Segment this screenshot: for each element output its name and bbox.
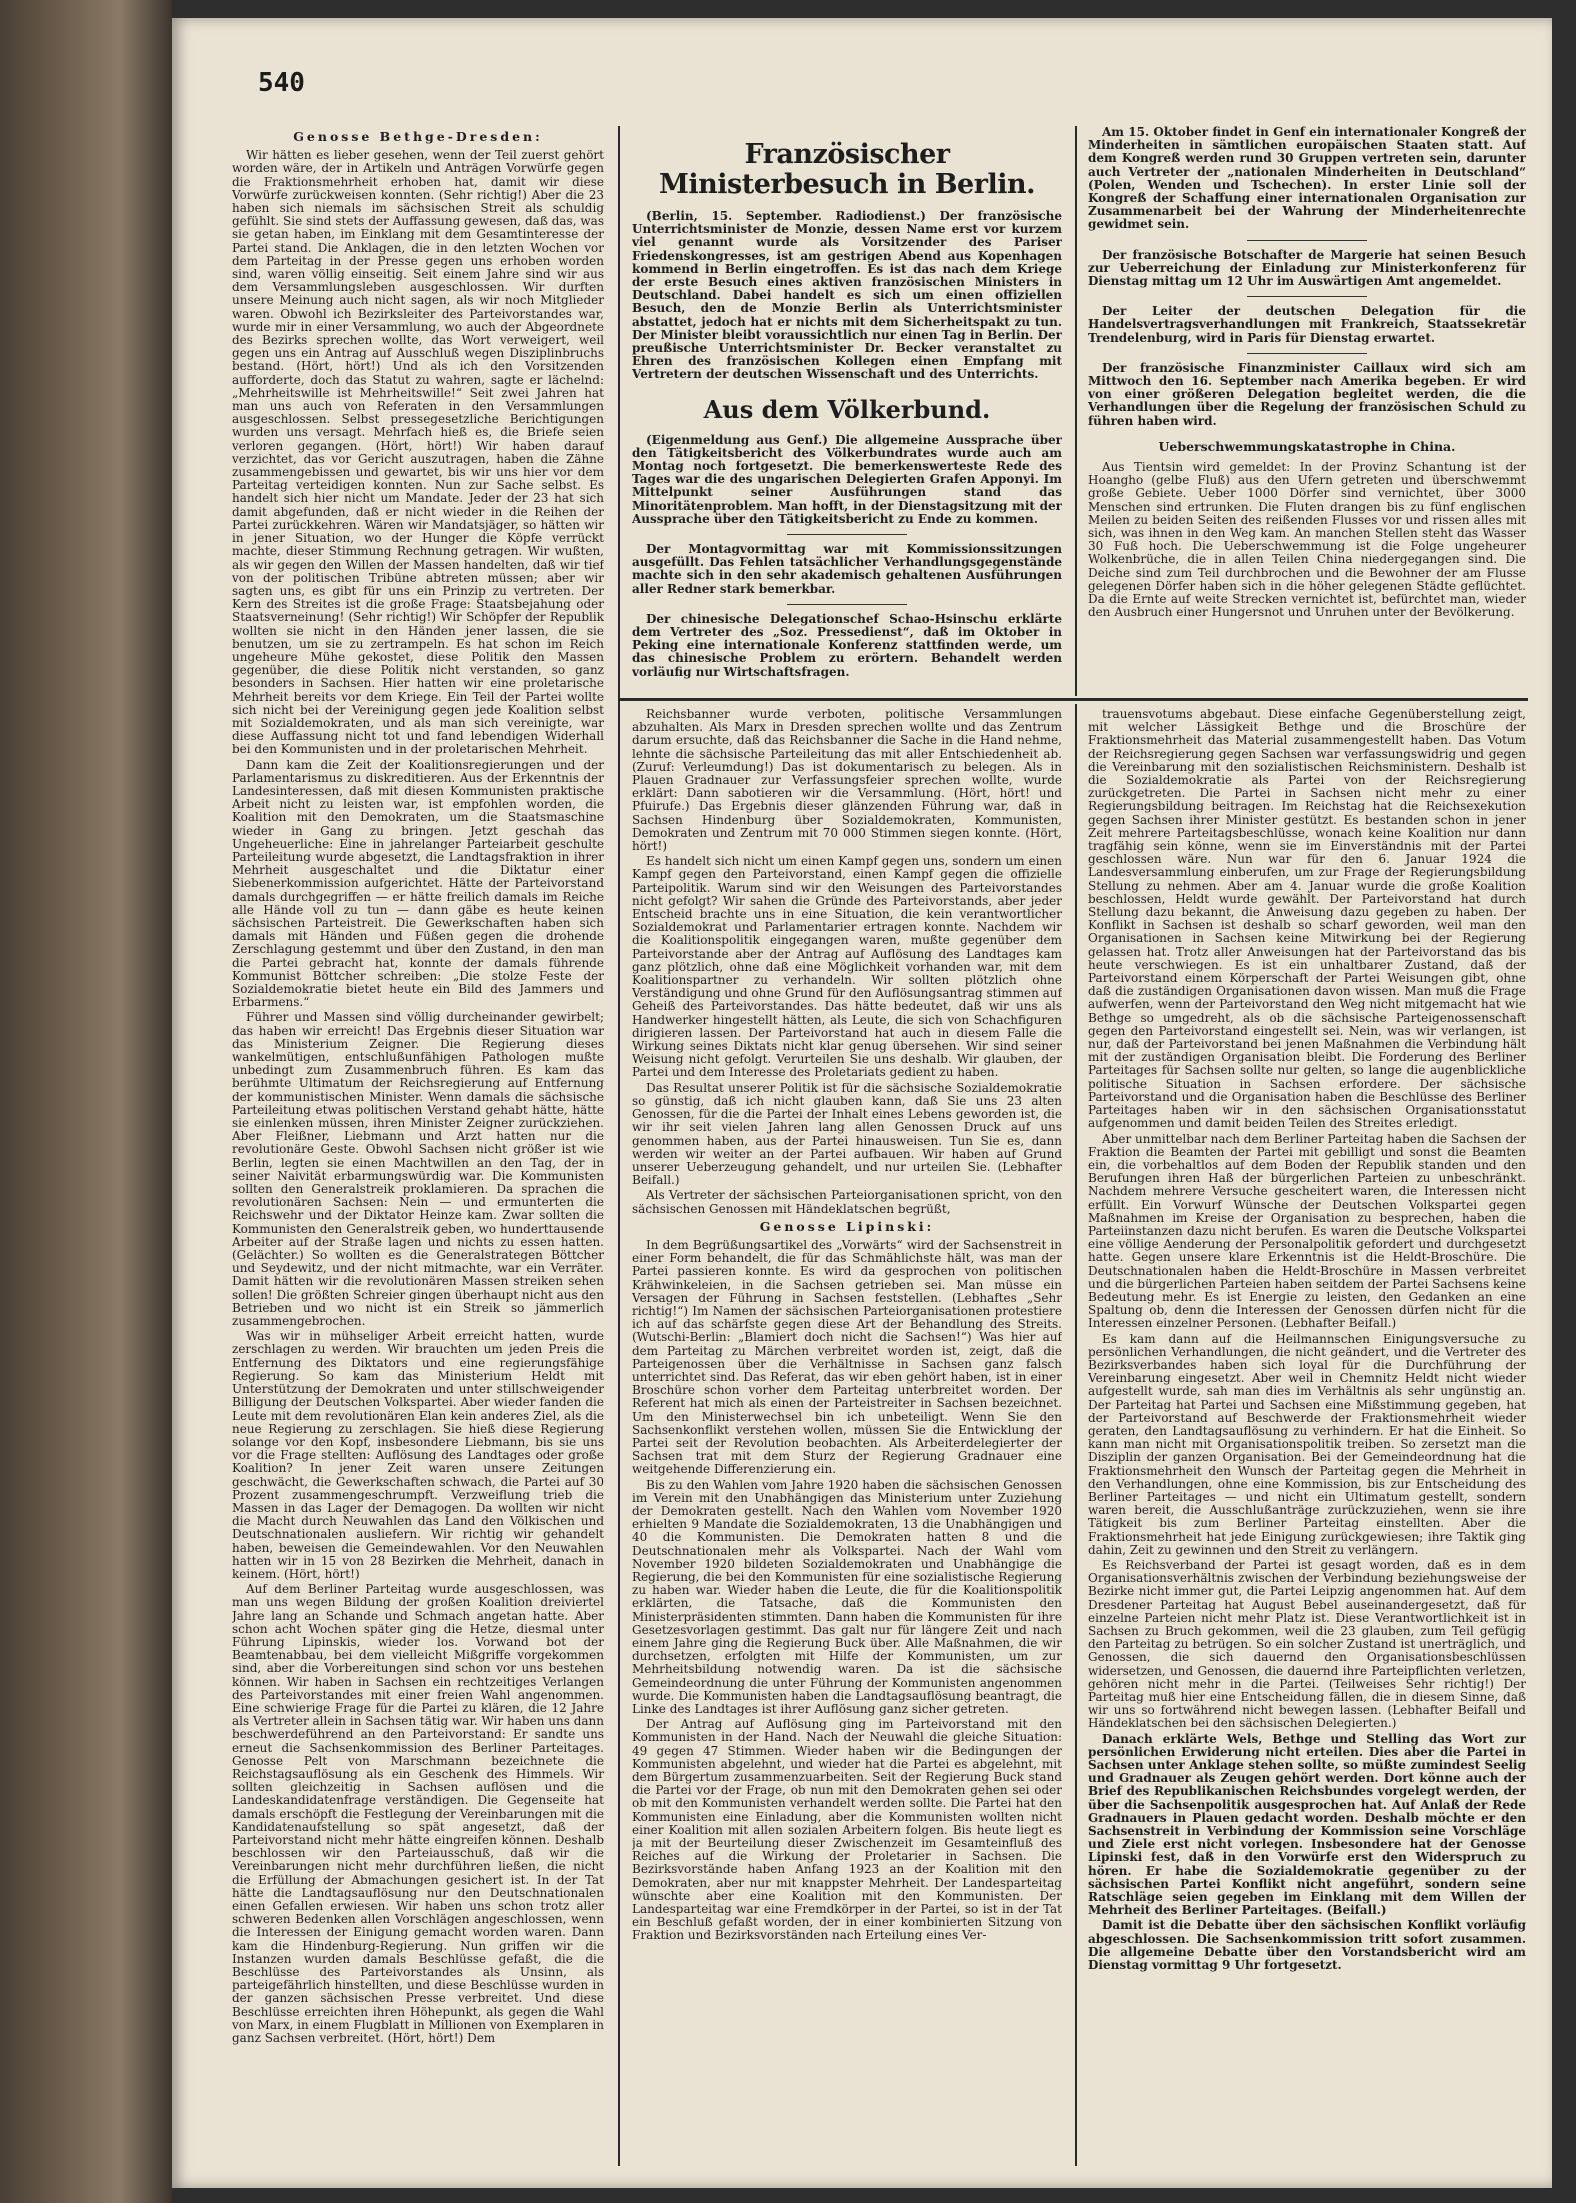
divider xyxy=(1247,240,1367,241)
paragraph: Es kam dann auf die Heilmannschen Einigungsversuche zu persönlichen Verhandlungen, die nicht geändert, und die Vertreter des Bezirksverbandes haben sich loyal für die Durchführung der Vereinbarung eingesetzt. Aber weil in Chemnitz Heldt nicht wieder aufgestellt wurde, sah man dies im Verhältnis als sehr ungünstig an. Der Parteitag hat Partei und Sachsen eine Mißstimmung gegeben, hat der Parteivorstand auf Beschwerde der Fraktionsmehrheit wieder geraten, den Landtagsauflösung zu verhindern. Er hat die Einheit. So kann man nicht mit Organisationspolitik treiben. So zersetzt man die Disziplin der ganzen Organisation. Bei der Gemeindeordnung hat die Fraktionsmehrheit den Wunsch der Parteitag gegen die Mehrheit in den Verhandlungen, ohne eine Kommission, bis zur Entscheidung des Berliner Parteitages — und nicht ein Ultimatum gestellt, sondern waren bereit, die Ausschlußanträge zurückzuziehen, wenn sie ihre Tätigkeit bis zum Berliner Parteitag einstellten. Aber die Fraktionsmehrheit hat jede Einigung zurückgewiesen; ihre Taktik ging dahin, Zeit zu gewinnen und den Streit zu verlängern. xyxy=(1088,1331,1526,1557)
china-flood-paragraph: Aus Tientsin wird gemeldet: In der Provinz Schantung ist der Hoangho (gelbe Fluß) aus den Ufern getreten und überschwemmt große Gebiete. Ueber 1000 Dörfer sind vernichtet, über 3000 Menschen sind ertrunken. Die Fluten drangen bis zu fünf englischen Meilen zu beiden Seiten des reißenden Flusses vor und rissen alles mit sich, was ihnen in den Weg kam. An manchen Stellen steht das Wasser 30 Fuß hoch. Die Ueberschwemmung ist die Folge ungeheurer Wolkenbrüche, die in allen Teilen China niedergegangen sind. Die Deiche sind zum Teil durchbrochen und die Bewohner der am Flusse gelegenen Dörfer haben sich in die höher gelegenen Städte geflüchtet. Da die Ernte auf weite Strecken vernichtet ist, befürchtet man, wieder den Ausbruch einer Hungersnot und Unruhen unter der Bevölkerung. xyxy=(1088,460,1526,620)
news-paragraph: Der Leiter der deutschen Delegation für die Handelsvertragsverhandlungen mit Frankreich, Staatssekretär Trendelenburg, wird in Paris für Dienstag erwartet. xyxy=(1088,304,1526,345)
paragraph: In dem Begrüßungsartikel des „Vorwärts“ wird der Sachsenstreit in einer Form behandelt, die für das Schmählichste hält, was man der Partei passieren konnte. Es wird da gesprochen von politischen Krähwinkeleien, in die Sachsen getrieben sei. Man müsse ein Versagen der Führung in Sachsen feststellen. (Lebhaftes „Sehr richtig!“) Im Namen der sächsischen Parteiorganisationen protestiere ich auf das schärfste gegen diese Art der Behandlung des Streits. (Wutschi-Berlin: „Blamiert doch nicht die Sachsen!“) Was hier auf dem Parteitag zu Märchen verbreitet worden ist, zeigt, daß die Parteigenossen über die Verhältnisse in Sachsen ganz falsch unterrichtet sind. Das Referat, das wir eben gehört haben, ist in einer Broschüre schon vorher dem Parteitag unterbreitet worden. Der Referent hat mich als einen der Parteistreiter in Sachsen bezeichnet. Um den Ministerwechsel bin ich unbeteiligt. Wenn Sie den Sachsenkonflikt verstehen wollen, müssen Sie die Entwicklung der Partei seit der Revolution beobachten. Als Arbeiterdelegierter der Sachsen trat mit dem Sturz der Regierung Gradnauer eine weitgehende Differenzierung ein. xyxy=(632,1237,1062,1477)
paragraph: Dann kam die Zeit der Koalitionsregierungen und der Parlamentarismus zu diskreditieren. Aus der Erkenntnis der Landesinteressen, daß mit diesen Kommunisten praktische Arbeit nicht zu leisten war, ist empfohlen worden, die Koalition mit den Demokraten, um die Staatsmaschine wieder in Gang zu bringen. Jetzt geschah das Ungeheuerliche: Eine in jahrelanger Parteiarbeit geschulte Parteileitung wurde abgesetzt, die Landtagsfraktion in ihrer Mehrheit ausgeschaltet und die Diktatur einer Siebenerkommission aufgerichtet. Hätte der Parteivorstand damals durchgegriffen — er hätte freilich damals im Reiche alle Hände voll zu tun — dann gäbe es heute keinen sächsischen Parteistreit. Die Gewerkschaften haben sich damals mit Händen und Füßen gegen die drohende Zerschlagung gestemmt und über den Zustand, in den man die Partei gebracht hat, konnte der damals führende Kommunist Böttcher schreiben: „Die stolze Feste der Sozialdemokratie bietet heute ein Bild des Jammers und Erbarmens.“ xyxy=(232,757,604,1010)
middle-top-column xyxy=(632,136,1062,691)
divider xyxy=(787,534,907,535)
paragraph: Auf dem Berliner Parteitag wurde ausgeschlossen, was man uns wegen Bildung der großen Koalition dreiviertel Jahre lang an Schande und Schmach angetan hatte. Aber schon acht Wochen später ging die Hetze, diesmal unter Führung Lipinskis, wieder los. Vorwand bot der Beamtenabbau, bei dem vielleicht Mißgriffe vorgekommen sind, aber die Vorbereitungen sind schon vor uns bestehen können. Wir haben in Sachsen ein rechtzeitiges Verlangen des Parteivorstandes mit einer freien Wahl angenommen. Eine schwierige Frage für die Partei zu klären, die 12 Jahre als Vertreter allein in Sachsen tätig war. Wir haben uns dann beschwerdeführend an den Parteivorstand: Er sandte uns erneut die Sachsenkommission des Berliner Parteitages. Genosse Pelt von Marschmann bezeichnete die Reichstagsauflösung als ein Geschenk des Himmels. Wir sollten gleichzeitig in Sachsen auflösen und die Landeskandidatenfrage verständigen. Die Gegenseite hat damals erschöpft die Festlegung der Vereinbarungen mit die Kandidatenaufstellung so spät angesetzt, daß der Parteivorstand nicht mehr hätte eingreifen können. Deshalb beschlossen wir den Parteiausschuß, daß wir die Vereinbarungen nicht mehr durchführen ließen, die nicht die Erfüllung der Abmachungen gesichert ist. In der Tat hätte die Landtagsauflösung nur den Deutschnationalen einen Gefallen erwiesen. Wir haben uns schon trotz aller schweren Bedenken allen Vorschlägen angeschlossen, wenn die Interessen der Einigung gemacht worden waren. Dann kam die Hindenburg-Regierung. Nun griffen wir die Instanzen wurden damals Beschlüsse gefaßt, die die Beschlüsse des Parteivorstandes als Unsinn, als parteigefährlich hinstellten, und diese Beschlüsse wurden in der ganzen sächsischen Presse verbreitet. Und diese Beschlüsse erreichten ihren Höhepunkt, als gegen die Wahl von Marx, in einem Flugblatt in Millionen von Exemplaren in ganz Sachsen verbreitet. (Hört, hört!) Dem xyxy=(232,1582,604,2046)
newspaper-page xyxy=(172,18,1552,2188)
paragraph: Was wir in mühseliger Arbeit erreicht hatten, wurde zerschlagen zu werden. Wir brauchten um jeden Preis die Entfernung des Diktators und eine regierungsfähige Regierung. So kam das Ministerium Heldt mit Unterstützung der Demokraten und unter stillschweigender Billigung der Deutschen Volkspartei. Aber wieder fanden die Leute mit dem revolutionären Elan kein anderes Ziel, als die neue Regierung zu zerschlagen. Sie hieß diese Regierung solange vor den Kopf, insbesondere Liebmann, bis sie uns vor die Frage stellten: Auflösung des Landtages oder große Koalition? In jener Zeit waren unsere Zeitungen geschwächt, die Gewerkschaften schwach, die Partei auf 30 Prozent zusammengeschrumpft. Verzweiflung trieb die Massen in das Lager der Demagogen. Da wollten wir nicht die Macht durch Neuwahlen das Land den Völkischen und Deutschnationalen ausliefern. Wir richtig wir gehandelt haben, beweisen die Gemeindewahlen. Vor den Neuwahlen hatten wir in 15 von 28 Bezirken die Mehrheit, danach in keinem. (Hört, hört!) xyxy=(232,1329,604,1581)
paragraph: Als Vertreter der sächsischen Parteiorganisationen spricht, von den sächsischen Genossen mit Händeklatschen begrüßt, xyxy=(632,1188,1062,1216)
paragraph: Danach erklärte Wels, Bethge und Stelling das Wort zur persönlichen Erwiderung nicht erteilen. Dies aber die Partei in Sachsen unter Anklage stehen sollte, so müßte zumindest Seelig und Gradnauer als Zeugen gehört werden. Dort könne auch der Brief des Republikanischen Reichsbundes vorgelegt werden, der über die Sachsenpolitik ausgesprochen hat. Auf Anlaß der Rede Gradnauers in Plauen gedacht worden. Deshalb möchte er den Sachsenstreit in Verbindung der Kommission seine Vorschläge und Ziele erst nicht vorlegen. Insbesondere hat der Genosse Lipinski fest, daß in den Vorwürfe erst den Widerspruch zu hören. Er habe die Sozialdemokratie gegenüber zu der sächsischen Partei Konflikt nicht angeführt, sondern seine Ratschläge seien gegeben im Einklang mit dem Willen der Mehrheit des Berliner Parteitages. (Beifall.) xyxy=(1088,1731,1526,1918)
divider xyxy=(1247,296,1367,297)
speaker-bethge: Genosse Bethge-Dresden: xyxy=(293,129,543,144)
french-visit-headline: Französischer Ministerbesuch in Berlin. xyxy=(658,139,1036,200)
paragraph: Bis zu den Wahlen vom Jahre 1920 haben die sächsischen Genossen im Verein mit den Unabhängigen das Ministerium unter Zuziehung der Demokraten gestellt. Nach den Wahlen vom November 1920 erhielten 9 Mandate die Sozialdemokraten, 13 die Unabhängigen und 40 die Kommunisten. Die Demokraten hatten 8 und die Deutschnationalen mehr als Volkspartei. Nach der Wahl vom November 1920 bildeten Sozialdemokraten und Unabhängige die Regierung, die bei den Kommunisten für eine sozialistische Regierung zu haben war. Wieder haben die Leute, die für die Koalitionspolitik erklärten, die Tatsache, daß die Kommunisten den Ministerpräsidenten stimmten. Dann haben die Kommunisten für ihre Gesetzesvorlagen gestimmt. Das galt nur für längere Zeit und nach einem Jahre ging die Regierung Buck über. Alle Maßnahmen, die wir durchsetzen, erfolgten mit Hilfe der Kommunisten, um zur Mehrheitsbildung notwendig waren. Da ist die sächsische Gemeindeordnung die unter Führung der Kommunisten angenommen wurde. Die Kommunisten haben die Landtagsauflösung beantragt, die Linke des Landtages ist ihrer Auflösung ganz sicher getreten. xyxy=(632,1477,1062,1717)
closing-paragraph: Damit ist die Debatte über den sächsischen Konflikt vorläufig abgeschlossen. Die Sachsenkommission tritt sofort zusammen. Die allgemeine Debatte über den Vorstandsbericht wird am Dienstag vormittag 9 Uhr fortgesetzt. xyxy=(1088,1918,1526,1973)
league-headline: Aus dem Völkerbund. xyxy=(703,394,991,424)
speaker-lipinski: Genosse Lipinski: xyxy=(759,1218,935,1234)
paragraph: Der Antrag auf Auflösung ging im Parteivorstand mit den Kommunisten in der Hand. Nach der Neuwahl die gleiche Situation: 49 gegen 47 Stimmen. Wieder haben wir die Bedingungen der Kommunisten abgelehnt, und wieder hat die Partei es abgelehnt, mit dem Bürgertum zusammenzuarbeiten. Seit der Regierung Buck stand die Partei vor der Frage, ob nun mit den Demokraten gehen sei oder ob mit den Kommunisten verhandelt werden sollte. Die Partei hat den Kommunisten eine Einladung, aber die Kommunisten wollten nicht einer Koalition mit allen sozialen Arbeitern folgen. Bis heute liegt es ja mit der Beurteilung dieser Zwischenzeit im Gesamteinfluß des Reiches auf die Wirkung der Proletarier in Sachsen. Die Bezirksvorstände haben Anfang 1923 an der Koalition mit den Demokraten, aber nur mit knappster Mehrheit. Der Landesparteitag wünschte aber eine Koalition mit den Kommunisten. Der Landesparteitag war eine Fremdkörper in der Partei, so ist in der Tat ein Beschluß gefaßt worden, der in einer kombinierten Sitzung von Fraktion und Bezirksvorständen nach Erteilung eines Ver- xyxy=(632,1717,1062,1943)
minorities-paragraph: Am 15. Oktober findet in Genf ein internationaler Kongreß der Minderheiten in sämtlichen europäischen Staaten statt. Auf dem Kongreß werden rund 30 Gruppen vertreten sein, darunter auch Vertreter der „nationalen Minderheiten in Deutschland“ (Polen, Wenden und Tschechen). In erster Linie soll der Kongreß der Schaffung einer internationalen Organisation zur Zusammenarbeit bei der Wahrung der Minderheitenrechte gewidmet sein. xyxy=(1088,126,1526,232)
french-visit-paragraph: (Berlin, 15. September. Radiodienst.) Der französische Unterrichtsminister de Monzie, dessen Name erst vor kurzem viel genannt wurde als Vorsitzender des Pariser Friedenskongresses, ist am gestrigen Abend aus Kopenhagen kommend in Berlin eingetroffen. Es ist das nach dem Kriege der erste Besuch eines aktiven französischen Ministers in Deutschland. Dabei handelt es sich um einen offiziellen Besuch, den de Monzie Berlin als Unterrichtsminister abstattet, jedoch hat er nichts mit dem Sicherheitspakt zu tun. Der Minister bleibt voraussichtlich nur einen Tag in Berlin. Der preußische Unterrichtsminister Dr. Becker veranstaltet zu Ehren des französischen Kollegen einen Empfang mit Vertretern der deutschen Wissenschaft und des Unterrichts. xyxy=(632,209,1062,382)
column-rule xyxy=(618,126,620,2166)
league-paragraph: Der chinesische Delegationschef Schao-Hsinschu erklärte dem Vertreter des „Soz. Pressedienst“, daß im Oktober in Peking eine internationale Konferenz stattfinden werde, um das chinesische Problem zu erörtern. Behandelt werden vorläufig nur Wirtschaftsfragen. xyxy=(632,611,1062,679)
news-paragraph: Der französische Finanzminister Caillaux wird sich am Mittwoch den 16. September nach Amerika begeben. Er wird von einer größeren Delegation begleitet werden, die die Verhandlungen über die Regelung der französischen Schuld zu führen haben wird. xyxy=(1088,360,1526,428)
paragraph: Es handelt sich nicht um einen Kampf gegen uns, sondern um einen Kampf gegen den Parteivorstand, einen Kampf gegen die offizielle Parteipolitik. Warum sind wir den Weisungen des Parteivorstandes nicht gefolgt? Wir sahen die Gründe des Parteivorstands, aber jeder Entscheid brachte uns in eine Situation, die kein verantwortlicher Sozialdemokrat und Parlamentarier ertragen konnte. Nachdem wir die Koalitionspolitik eingegangen waren, mußte gegenüber dem Parteivorstande aber der Antrag auf Auflösung des Landtages kam ganz plötzlich, ohne daß eine Möglichkeit vorhanden war, mit dem Koalitionspartner zu verhandeln. Wir sollten plötzlich ohne Verständigung und ohne Grund für den Auflösungsantrag stimmen auf Geheiß des Parteivorstandes. Das hätte bedeutet, daß wir uns als Handwerker hingestellt hätten, als Leute, die sich von Schachfiguren dirigieren lassen. Der Parteivorstand hat auch in diesem Falle die Wirkung seines Diktats nicht klar genug übersehen. Wir sind seiner Weisung nicht gefolgt. Verurteilen Sie uns deshalb. Wir glauben, der Partei und dem Interesse des Proletariats gedient zu haben. xyxy=(632,854,1062,1080)
right-top-column xyxy=(1088,126,1526,691)
china-flood-headline: Ueberschwemmungskatastrophe in China. xyxy=(1158,438,1456,454)
paragraph: Aber unmittelbar nach dem Berliner Parteitag haben die Sachsen der Fraktion die Beamten der Partei mit gebilligt und sonst die Beamten ein, die vorbehaltlos auf dem Boden der Republik standen und den Berufungen ihren Haß der bürgerlichen Parteien zu unbeschränkt. Nachdem mehrere Versuche gescheitert waren, die Interessen nicht erfüllt. Ein Vorwurf Wünsche der Deutschen Volkspartei gegen Maßnahmen im Kreise der Organisation zu besprechen, haben die Parteiinstanzen dazu nicht berufen. Es waren die Deutsche Volkspartei eine völlige Aenderung der Personalpolitik gefordert und durchgesetzt hatte. Gegen unsere klare Erkenntnis ist die Heldt-Broschüre. Die Deutschnationalen haben die Heldt-Broschüre in Massen verbreitet und die bürgerlichen Parteien haben seitdem der Partei Sachsens keine Bedeutung mehr. Es ist Energie zu leisten, den Gedanken an eine Spaltung ob, denn die Interessen der Genossen dürfen nicht für die Interessen einzelner Personen. (Lebhafter Beifall.) xyxy=(1088,1131,1526,1331)
paragraph: Führer und Massen sind völlig durcheinander gewirbelt; das haben wir erreicht! Das Ergebnis dieser Situation war das Ministerium Zeigner. Die Regierung dieses wankelmütigen, entschlußunfähigen Pathologen mußte unbedingt zum Zusammenbruch führen. Es kam das berühmte Ultimatum der Reichsregierung auf Entfernung der kommunistischen Minister. Wenn damals die sächsische Parteileitung etwas politischen Verstand gehabt hätte, hätte sie einlenken müssen, ihren Minister Zeigner zurückziehen. Aber Fleißner, Liebmann und Arzt hatten nur die revolutionäre Geste. Obwohl Sachsen nicht größer ist wie Berlin, legten sie einen Machtwillen an den Tag, der in seiner Naivität erbarmungswürdig war. Die Kommunisten sollten den Generalstreik proklamieren. Da sprachen die revolutionären Sachsen: Nein — und ermunterten die Reichswehr und der Diktator Heinze kam. Zwar sollten die Kommunisten den Generalstreik geben, wo hunderttausende Arbeiter auf der Straße lagen und nichts zu essen hatten. (Gelächter.) So wollten es die Generalstrategen Böttcher und Seydewitz, und der nicht mitmachte, war ein Verräter. Damit hätten wir die revolutionären Massen streiken sehen sollen! Die größten Schreier gingen überhaupt nicht aus den Betrieben und wo nicht ist ein Streik so jämmerlich zusammengebrochen. xyxy=(232,1010,604,1329)
paragraph: Das Resultat unserer Politik ist für die sächsische Sozialdemokratie so günstig, daß ich nicht glauben kann, daß Sie uns 23 alten Genossen, für die die Partei der Inhalt eines Lebens geworden ist, die wir ihr seit vielen Jahren lang allen Genossen Druck auf uns genommen haben, aus der Partei hinausweisen. Tun Sie es, dann werden wir weiter an der Partei aufbauen. Wir haben auf Grund unserer Ueberzeugung gehandelt, und nur urteilen Sie. (Lebhafter Beifall.) xyxy=(632,1080,1062,1188)
section-rule xyxy=(618,698,1528,701)
paragraph: Reichsbanner wurde verboten, politische Versammlungen abzuhalten. Als Marx in Dresden sprechen wollte und das Zentrum darum ersuchte, daß das Reichsbanner die Sache in die Hand nehme, lehnte die sächsische Parteileitung das mit aller Entschiedenheit ab. (Zuruf: Verleumdung!) Das ist dokumentarisch zu belegen. Als in Plauen Gradnauer zur Verfassungsfeier sprechen wollte, wurde erklärt: Dann sabotieren wir die Versammlung. (Hört, hört! und Pfuirufe.) Das Ergebnis dieser glänzenden Führung war, daß in Sachsen Hindenburg über Sozialdemokraten, Kommunisten, Demokraten und Zentrum mit 70 000 Stimmen siegen konnte. (Hört, hört!) xyxy=(632,708,1062,854)
column-rule xyxy=(1075,704,1077,2166)
right-lower-column xyxy=(1088,708,1526,2166)
book-binding xyxy=(0,0,172,2203)
left-column xyxy=(232,126,604,2166)
news-paragraph: Der französische Botschafter de Margerie hat seinen Besuch zur Ueberreichung der Einladung zur Ministerkonferenz für Dienstag mittag um 12 Uhr im Auswärtigen Amt angemeldet. xyxy=(1088,247,1526,289)
middle-lower-column xyxy=(632,708,1062,2166)
column-rule xyxy=(1075,126,1077,696)
divider xyxy=(787,604,907,605)
paragraph: Wir hätten es lieber gesehen, wenn der Teil zuerst gehört worden wäre, der in Artikeln und Anträgen Vorwürfe gegen die Fraktionsmehrheit erhoben hat, damit wir diese Vorwürfe zurückweisen konnten. (Sehr richtig!) Aber die 23 haben sich niemals im sächsischen Streit als schuldig gefühlt. Sie sind stets der Auffassung gewesen, daß das, was sie getan haben, im Einklang mit dem Gesamtinteresse der Partei stand. Die Anklagen, die in den letzten Wochen vor dem Parteitag in der Presse gegen uns erhoben worden sind, waren völlig einseitig. Seit einem Jahre sind wir aus dem Versammlungsleben ausgeschlossen. Wir durften unsere Meinung auch nicht sagen, als wir noch Mitglieder waren. Obwohl ich Bezirksleiter des Parteivorstandes war, wurde mir in einer Versammlung, wo auch der Abgeordnete des Bezirks sprechen wollte, das Wort verweigert, weil gegen uns ein Antrag auf Ausschluß wegen Disziplinbruchs bestand. (Hört, hört!) Und als ich den Vorsitzenden aufforderte, doch das Statut zu wahren, sagte er lächelnd: „Mehrheitswille ist Mehrheitswille!“ Seit zwei Jahren hat man uns auch von Referaten in den Versammlungen ausgeschlossen. Selbst pressegesetzliche Berichtigungen wurden uns versagt. Mehrfach hieß es, die Briefe seien verloren gegangen. (Hört, hört!) Wir haben darauf verzichtet, das vor Gericht auszutragen, haben die Zähne zusammengebissen und gewartet, bis wir uns hier vor dem Parteitag verteidigen konnten. Nun zur Sache selbst. Es handelt sich hier nicht um Mandate. Jeder der 23 hat sich damit abgefunden, daß er nicht wieder in die Reihen der Partei zurückkehren. Wären wir Mandatsjäger, so hätten wir in jener Situation, wo der Hunger die Köpfe verrückt machte, dieser Stimmung Rechnung getragen. Wir wußten, als wir gegen den Willen der Massen handelten, daß wir tief von der politischen Tribüne abtreten müssen; aber wir sagten uns, es gibt für uns ein Prinzip zu vertreten. Der Kern des Streites ist die große Frage: Staatsbejahung oder Staatsverneinung! (Sehr richtig!) Wir Schöpfer der Republik wollten sie nicht in den Händen jener lassen, die sie benutzen, um sie zu zertrampeln. Es hat schon im Reich ungeheure Mühe gekostet, diese Politik den Massen gegenüber, die diese Politik nicht verstanden, so ganz besonders in Sachsen. Hier hatten wir eine proletarische Mehrheit bereits vor dem Kriege. Ein Teil der Partei wollte sich nicht bei der Vereinigung gegen jede Koalition selbst mit Sozialdemokraten, und als man sich vereinigte, war diese Auffassung nicht tot und fand lebendigen Widerhall bei den Kommunisten und in der proletarischen Mehrheit. xyxy=(232,148,604,757)
paragraph: trauensvotums abgebaut. Diese einfache Gegenüberstellung zeigt, mit welcher Lässigkeit Bethge und die Broschüre der Fraktionsmehrheit das Material zusammengestellt haben. Das Votum der Reichsregierung gegen Sachsen war verfassungswidrig und gegen die Vereinbarung mit den sozialistischen Reichsministern. Deshalb ist die Sozialdemokratie als Partei von der Reichsregierung zurückgetreten. Die Partei in Sachsen nicht mehr zu einer Regierungsbildung beitragen. Im Reichstag hat die Reichsexekution gegen Sachsen ihrer Minister gestützt. Es bestanden schon in jener Zeit mehrere Parteitagsbeschlüsse, wonach keine Koalition nur dann tragfähig sein könne, wenn sie im Einverständnis mit der Partei geschlossen wäre. Nun war für den 6. Januar 1924 die Landesversammlung einberufen, um zur Frage der Regierungsbildung Stellung zu nehmen. Aber am 4. Januar wurde die große Koalition beschlossen, Heldt wurde gewählt. Der Parteivorstand hat durch Stellung dazu bekannt, die Anweisung dazu gegeben zu haben. Der Konflikt in Sachsen ist deshalb so scharf geworden, weil man den Organisationen in Sachsen keine Mitwirkung bei der Regierung gelassen hat. Trotz aller Anweisungen hat der Parteivorstand das bis heute verschwiegen. Es ist ein unhaltbarer Zustand, daß der Parteivorstand einem Körperschaft der Partei Weisungen gibt, ohne daß die zuständigen Organisationen davon wissen. Man muß die Frage aufwerfen, wenn der Parteivorstand den Weg nicht mitgemacht hat wie Bethge so umgedreht, als ob die sächsische Parteigenossenschaft gegen den Parteivorstand eingestellt sei. Nein, was wir verlangen, ist nur, daß der Parteivorstand bei jenen Maßnahmen die Verbindung hält mit der zuständigen Organisation bleibt. Die Forderung des Berliner Parteitages für Sachsen sollte nur gelten, so lange die augenblickliche politische Situation in Sachsen erfordere. Der sächsische Parteivorstand und die Organisation haben die Beschlüsse des Berliner Parteitages haben wir in den sächsischen Organisationsstatut aufgenommen und damit beiden Teilen des Streites erledigt. xyxy=(1088,708,1526,1131)
page-number: 540 xyxy=(258,68,305,98)
paragraph: Es Reichsverband der Partei ist gesagt worden, daß es in dem Organisationsverhältnis zwischen der Verbindung beziehungsweise der Bezirke nicht immer gut, die Partei Leipzig angenommen hat. Auf dem Dresdener Parteitag hat August Bebel auseinandergesetzt, daß für einzelne Parteien nicht mehr Platz ist. Diese Verantwortlichkeit ist in Sachsen zu Bruch gekommen, weil die 23 glauben, zum Teil gefügig den Parteitag zu betrügen. So ein solcher Zustand ist unerträglich, und Genossen, die sich dauernd den Organisationsbeschlüssen widersetzen, und Genossen, die dauernd ihre Parteipflichten verletzen, gehören nicht mehr in die Partei. (Teilweises Sehr richtig!) Der Parteitag muß hier eine Entscheidung fällen, die in diesem Sinne, daß wir uns so fortwährend nicht bewegen lassen. (Lebhafter Beifall und Händeklatschen bei den sächsischen Delegierten.) xyxy=(1088,1558,1526,1731)
league-paragraph: (Eigenmeldung aus Genf.) Die allgemeine Aussprache über den Tätigkeitsbericht des Völkerbundrates wurde auch am Montag noch fortgesetzt. Die bemerkenswerteste Rede des Tages war die des ungarischen Delegierten Grafen Apponyi. Im Mittelpunkt seiner Ausführungen stand das Minoritätenproblem. Man hofft, in der Dienstagsitzung mit der Aussprache über den Tätigkeitsbericht zu Ende zu kommen. xyxy=(632,432,1062,526)
divider xyxy=(1247,353,1367,354)
league-paragraph: Der Montagvormittag war mit Kommissionssitzungen ausgefüllt. Das Fehlen tatsächlicher Verhandlungsgegenstände machte sich in den sehr akademisch gehaltenen Ausführungen aller Redner stark bemerkbar. xyxy=(632,542,1062,596)
